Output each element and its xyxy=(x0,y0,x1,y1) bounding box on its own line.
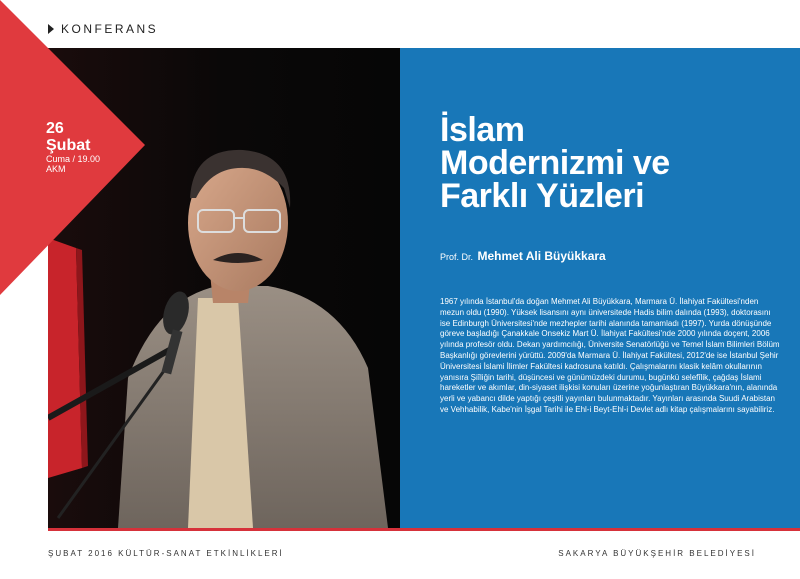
event-time: Cuma / 19.00 xyxy=(46,154,101,164)
event-place: AKM xyxy=(46,164,66,174)
title-line: Farklı Yüzleri xyxy=(440,177,645,215)
event-date xyxy=(46,121,100,174)
title-line: İslam xyxy=(440,111,525,149)
speaker-title: Prof. Dr. xyxy=(440,252,474,262)
section-label-text: KONFERANS xyxy=(61,22,159,36)
speaker-name: Mehmet Ali Büyükkara xyxy=(477,249,606,263)
speaker-byline xyxy=(440,247,606,265)
bottom-divider xyxy=(48,528,800,531)
event-day: 26 xyxy=(46,120,64,137)
footer-publication: ŞUBAT 2016 KÜLTÜR-SANAT ETKİNLİKLERİ xyxy=(48,549,284,558)
speaker-bio: 1967 yılında İstanbul'da doğan Mehmet Ali Büyükkara, Marmara Ü. İlahiyat Fakültesi'nden mezun oldu (1990). Yüksek lisansını aynı üniversitede Hadis bilim dalında (1993), doktorasını ise Edinburgh Üniversitesi'nde mezhepler tarihi alanında tamamladı (1997). Yurda dönüşünde göreve başladığı Çanakkale Onsekiz Mart Ü. İlahiyat Fakültesi'nde 2000 yılında doçent, 2006 yılında profesör oldu. Dekan yardımcılığı, Üniversite Senatörlüğü ve Temel İslam Bilimleri Bölüm Başkanlığı görevlerini yürüttü. 2009'da Marmara Ü. İlahiyat Fakültesi, 2012'de ise İstanbul Şehir Üniversitesi İslami İlimler Fakültesi kadrosuna katıldı. Çalışmalarını klasik kelâm okullarının yanısıra Şiîliğin tarihi, düşüncesi ve günümüzdeki durumu, bugünkü selefîlik, çağdaş İslami hareketler ve akımlar, din-siyaset ilişkisi konuları üzerine yoğunlaştıran Büyükkara'nın, alanında yerli ve yabancı dilde yaptığı çeşitli yayınları bulunmaktadır. Yayınları arasında Suudi Arabistan ve Vehhabilik, Kabe'nin İşgal Tarihi ile Ehl-i Beyt-Ehl-i Devlet adlı kitap çalışmalarını sayabiliriz. xyxy=(440,297,780,414)
event-title xyxy=(440,111,770,215)
title-line: Modernizmi ve xyxy=(440,144,670,182)
footer-organization: SAKARYA BÜYÜKŞEHİR BELEDİYESİ xyxy=(558,549,756,558)
event-month: Şubat xyxy=(46,137,91,154)
